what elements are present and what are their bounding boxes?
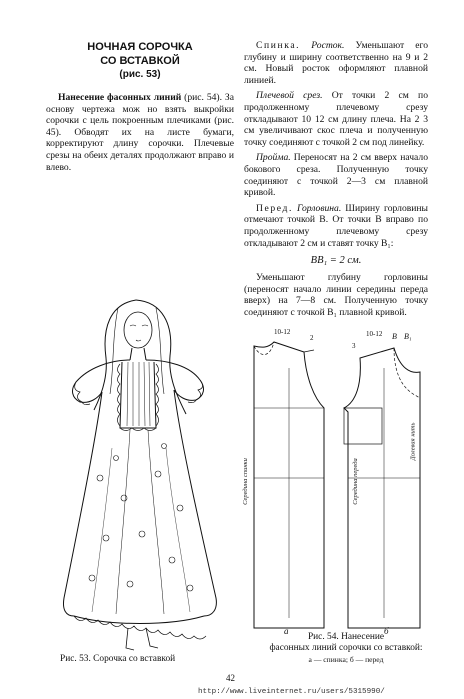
armhole-text: Переносят на 2 см вверх начало бокового среза. Полученную точку соединяют с точкой 2—3 см плавной кривой. [244,152,428,199]
neck-depth-paragraph [244,272,428,318]
measure-3-label: 3 [352,342,356,350]
point-b1-label: B₁ [404,332,412,341]
armhole-paragraph [244,152,428,198]
armhole-heading: Пройма. [256,152,291,164]
back-shoulder-measure: 10-12 [274,328,291,336]
figure-54-caption-line3: а — спинка; б — перед [308,655,384,664]
figure-54-caption [262,632,430,665]
watermark-url: http://www.liveinternet.ru/users/5315990/ [198,688,385,696]
formula: BB₁ = 2 см. [310,255,362,267]
intro-paragraph [46,92,234,173]
figure-54-caption-line1: Рис. 54. Нанесение [307,632,385,642]
back-center-label: Середина спинки [241,458,249,505]
front-center-label: Середина переда [351,458,359,505]
left-column [46,40,234,173]
back-pattern-piece [254,342,324,628]
pattern-draft-figure [241,328,434,642]
front-neck-subheading: Горловина. [297,202,342,214]
back-neck-paragraph [244,40,428,86]
back-neck-text: Уменьшают его глубину и ширину соответственно на 9 и 2 см. Новый росток оформляют плавной линией. [244,40,429,86]
front-shoulder-measure: 10-12 [366,330,383,338]
piece-b-letter: б [384,626,389,636]
para-body: (рис. 54). За основу чертежа мож но взять выкройки сорочки с цель покроенным плечиками (рис. 45). Обводят их на листе бумаги, корректируют длину сорочки. Плечевые срезы на обеих деталях продолжают вправо и влево. [46,92,234,173]
front-neck-paragraph [244,203,428,249]
back-heading: Спинка. [256,40,301,51]
nightgown-illustration [40,298,236,652]
front-heading: Перед. [256,202,293,214]
neck-depth-text: Уменьшают глубину горловины (переносят начало линии середины переда вверх) на 7—8 см. Полученную точку соединяют с точкой В₁ плавной кривой. [244,272,428,318]
front-neck-text: Ширину горловины отмечают точкой В. От точки В вправо по продолженному плечевому срезу откладывают 2 см и ставят точку В₁: [244,202,428,249]
shoulder-paragraph [244,90,428,148]
shoulder-text: От точки 2 см по продолженному плечевому срезу откладывают 10 12 см длину плеча. На 2 3 см увеличивают скос плеча и полученную точку соединяют с точкой 2 см под линейку. [244,90,428,148]
para-heading: Нанесение фасонных линий [58,92,182,103]
measure-2-label: 2 [310,334,314,342]
piece-a-letter: а [284,626,289,636]
section-title [46,40,234,82]
figure-53-caption: Рис. 53. Сорочка со вставкой [60,654,176,664]
grain-line-label: Долевая нить [409,422,417,461]
title-line-1: НОЧНАЯ СОРОЧКА [87,41,193,53]
point-b-label: B [392,332,397,341]
neck-subheading: Росток. [311,40,345,51]
title-figure-ref: (рис. 53) [119,69,161,80]
figure-54-caption-line2: фасонных линий сорочки со вставкой: [269,643,423,653]
title-line-2: СО ВСТАВКОЙ [100,55,180,67]
right-column [244,40,428,318]
page-number: 42 [226,673,235,683]
shoulder-heading: Плечевой срез. [256,90,323,102]
